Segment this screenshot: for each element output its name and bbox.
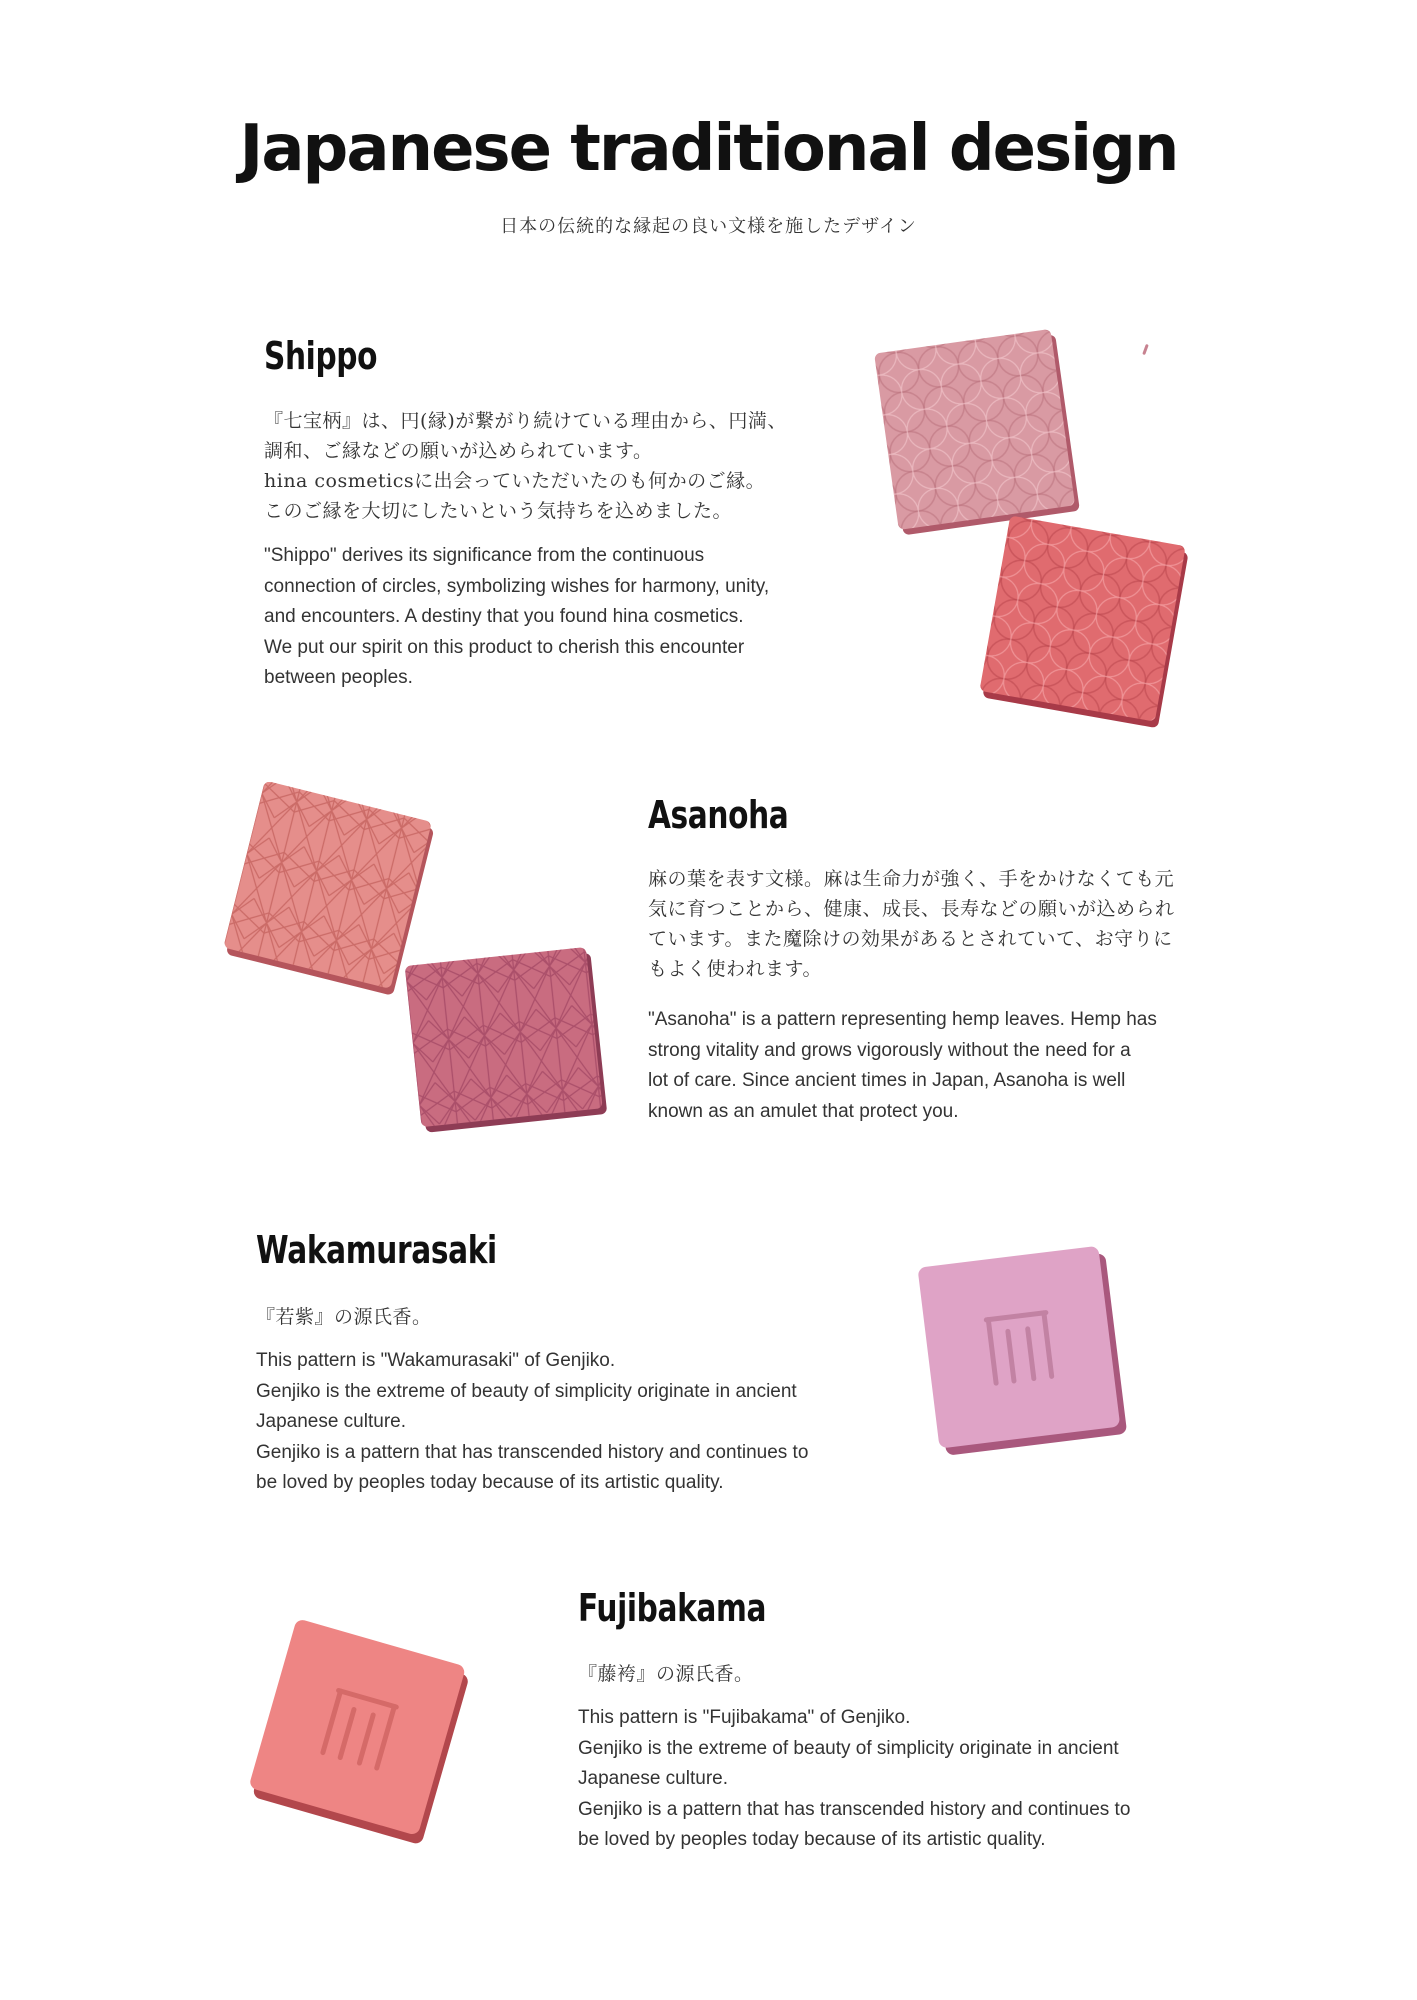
text-line: Genjiko is the extreme of beauty of simplicity originate in ancient [578,1737,1119,1759]
text-line: and encounters. A destiny that you found hina cosmetics. [264,606,744,627]
page-title: Japanese traditional design [239,112,1178,186]
text-line: このご縁を大切にしたいという気持ちを込めました。 [264,500,733,522]
text-line: be loved by peoples today because of its artistic quality. [578,1829,1046,1850]
wakamurasaki-japanese-text [256,1302,432,1332]
section-heading-shippo: Shippo [264,334,378,378]
text-line: This pattern is "Fujibakama" of Genjiko. [578,1707,911,1728]
text-line: 調和、ご縁などの願いが込められています。 [264,440,653,462]
text-line: 気に育つことから、健康、成長、長寿などの願いが込められ [648,898,1175,920]
decorative-mark [1142,344,1149,355]
section-heading-fujibakama: Fujibakama [578,1586,767,1630]
shippo-swatch-bottom [975,512,1195,732]
text-line: Japanese culture. [256,1411,406,1432]
section-heading-asanoha: Asanoha [648,793,789,837]
fujibakama-swatch [240,1612,480,1852]
fujibakama-english-text [578,1703,1130,1856]
text-line: 『七宝柄』は、円(縁)が繋がり続けている理由から、円満、 [264,410,787,432]
page-subtitle: 日本の伝統的な縁起の良い文様を施したデザイン [500,216,917,237]
text-line: ています。また魔除けの効果があるとされていて、お守りに [648,928,1173,950]
text-line: "Asanoha" is a pattern representing hemp leaves. Hemp has [648,1009,1157,1030]
fujibakama-japanese-text [578,1659,754,1689]
text-line: strong vitality and grows vigorously without the need for a [648,1039,1131,1061]
asanoha-swatch-bottom [395,940,615,1140]
text-line: "Shippo" derives its significance from the continuous [264,545,705,566]
wakamurasaki-swatch [910,1238,1130,1458]
text-line: lot of care. Since ancient times in Japan, Asanoha is well [648,1070,1126,1091]
shippo-swatch-top [868,322,1088,542]
text-line: connection of circles, symbolizing wishes for harmony, unity, [264,575,770,597]
text-line: Japanese culture. [578,1768,728,1789]
shippo-japanese-text [264,406,787,526]
text-line: hina cosmeticsに出会っていただいたのも何かのご縁。 [264,470,766,492]
text-line: We put our spirit on this product to cherish this encounter [264,636,745,658]
text-line: 『若紫』の源氏香。 [256,1306,432,1328]
text-line: known as an amulet that protect you. [648,1100,959,1122]
text-line: 『藤袴』の源氏香。 [578,1663,754,1685]
text-line: between peoples. [264,667,413,688]
text-line: Genjiko is the extreme of beauty of simplicity originate in ancient [256,1380,797,1402]
text-line: be loved by peoples today because of its artistic quality. [256,1472,724,1493]
section-heading-wakamurasaki: Wakamurasaki [256,1228,497,1272]
text-line: Genjiko is a pattern that has transcended history and continues to [256,1441,809,1463]
shippo-english-text [264,541,769,694]
text-line: This pattern is "Wakamurasaki" of Genjiko. [256,1350,616,1371]
wakamurasaki-english-text [256,1346,808,1499]
text-line: もよく使われます。 [648,958,822,980]
text-line: 麻の葉を表す文様。麻は生命力が強く、手をかけなくても元 [648,868,1175,890]
text-line: Genjiko is a pattern that has transcended history and continues to [578,1798,1131,1820]
asanoha-japanese-text [648,864,1175,984]
asanoha-english-text [648,1005,1157,1127]
